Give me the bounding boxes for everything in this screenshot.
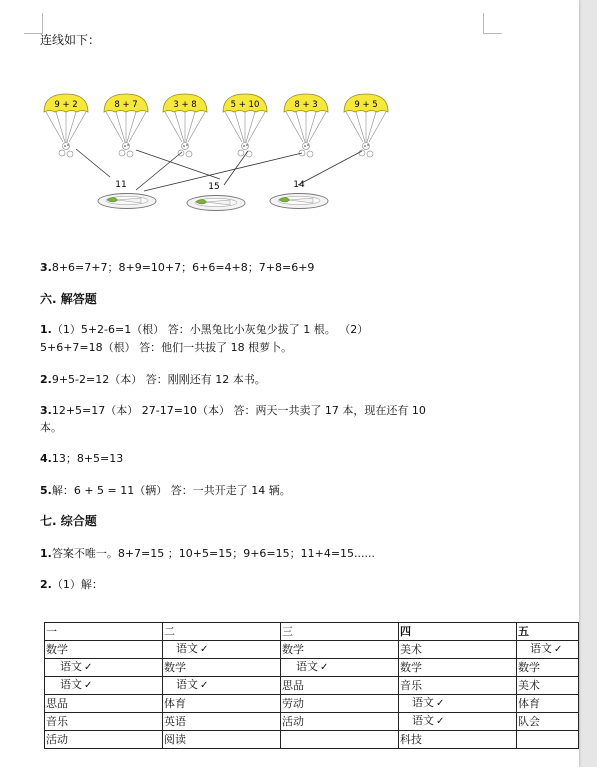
table-cell: 英语	[163, 713, 281, 731]
section-6-heading: 六. 解答题	[40, 292, 97, 306]
table-row	[45, 713, 579, 731]
parachute-label: 9 + 5	[354, 100, 378, 110]
table-cell: 活动	[281, 713, 399, 731]
checkmark-icon: ✓	[554, 644, 563, 655]
table-cell: 数学	[45, 641, 163, 659]
table-row	[45, 731, 579, 749]
parachute-1	[44, 94, 88, 157]
table-cell: 科技	[399, 731, 517, 749]
table-cell: 队会	[517, 713, 579, 731]
checkmark-icon: ✓	[320, 662, 329, 673]
plate-label: 14	[293, 180, 305, 190]
table-cell: 思品	[281, 677, 399, 695]
schedule-table	[44, 622, 579, 749]
header-cell-tue: 二	[163, 623, 281, 641]
intro-text: 连线如下：	[40, 33, 101, 47]
plate-label: 15	[208, 182, 220, 192]
table-cell: 思品	[45, 695, 163, 713]
parachute-label: 3 + 8	[173, 100, 197, 110]
checkmark-icon: ✓	[436, 698, 445, 709]
table-cell	[399, 713, 517, 731]
checkmark-icon: ✓	[84, 680, 93, 691]
q6-2-line	[40, 373, 266, 387]
cell-text: 语文	[176, 642, 198, 655]
checkmark-icon: ✓	[436, 716, 445, 727]
answer-text: （1）解：	[51, 578, 103, 591]
table-cell: 数学	[517, 659, 579, 677]
table-cell	[163, 677, 281, 695]
header-cell-fri: 五	[517, 623, 579, 641]
parachute-6	[344, 94, 388, 157]
answer-number: 1.	[40, 547, 52, 560]
table-cell	[163, 641, 281, 659]
answer-number: 3.	[40, 404, 52, 417]
table-cell: 音乐	[45, 713, 163, 731]
cell-text: 语文	[296, 660, 318, 673]
parachute-2	[104, 94, 148, 157]
q6-5-line	[40, 484, 291, 498]
table-cell: 劳动	[281, 695, 399, 713]
checkmark-icon: ✓	[200, 680, 209, 691]
parachute-label: 8 + 3	[294, 100, 318, 110]
table-cell: 美术	[399, 641, 517, 659]
checkmark-icon: ✓	[84, 662, 93, 673]
crop-mark-top-right	[483, 13, 502, 34]
table-cell: 体育	[163, 695, 281, 713]
cell-text: 语文	[176, 678, 198, 691]
table-cell: 数学	[399, 659, 517, 677]
cell-text: 语文	[60, 660, 82, 673]
table-cell	[281, 659, 399, 677]
plate-1	[98, 180, 156, 209]
table-row	[45, 695, 579, 713]
table-cell: 阅读	[163, 731, 281, 749]
answer-number: 5.	[40, 484, 52, 497]
q7-1-line	[40, 547, 375, 561]
q6-4-line	[40, 452, 123, 466]
plate-2	[187, 182, 245, 211]
cell-text: 语文	[60, 678, 82, 691]
q6-3-line-a	[40, 404, 426, 418]
parachute-3	[163, 94, 207, 157]
table-cell: 活动	[45, 731, 163, 749]
answer-text: 8+6=7+7；8+9=10+7；6+6=4+8；7+8=6+9	[51, 261, 315, 274]
answer-text: 9+5-2=12（本） 答：刚刚还有 12 本书。	[51, 373, 266, 386]
table-row	[45, 641, 579, 659]
crop-mark-top-left	[24, 13, 43, 34]
table-cell: 音乐	[399, 677, 517, 695]
answer-text: 答案不唯一。8+7=15 ；10+5=15；9+6=15；11+4=15......	[51, 547, 376, 560]
table-cell: 数学	[281, 641, 399, 659]
parachute-label: 8 + 7	[114, 100, 138, 110]
table-cell	[517, 731, 579, 749]
parachute-5	[284, 94, 328, 157]
table-cell	[517, 641, 579, 659]
cell-text: 语文	[412, 696, 434, 709]
parachute-4	[223, 94, 267, 157]
answer-number: 1.	[40, 323, 52, 336]
answer-text: 解：6 + 5 = 11（辆） 答：一共开走了 14 辆。	[51, 484, 291, 497]
schedule-table-wrap	[44, 622, 579, 749]
q6-3-line-b: 本。	[40, 421, 62, 434]
table-row	[45, 677, 579, 695]
checkmark-icon: ✓	[200, 644, 209, 655]
answer-3-line	[40, 261, 314, 275]
table-cell	[45, 659, 163, 677]
plate-label: 11	[115, 180, 127, 190]
section-7-heading: 七. 综合题	[40, 514, 97, 528]
header-cell-mon: 一	[45, 623, 163, 641]
table-cell	[45, 677, 163, 695]
parachute-label: 5 + 10	[230, 100, 260, 110]
answer-text: 13；8+5=13	[51, 452, 124, 465]
cell-text: 语文	[530, 642, 552, 655]
answer-number: 4.	[40, 452, 52, 465]
cell-text: 语文	[412, 714, 434, 727]
q7-2-line	[40, 578, 103, 592]
plate-3	[270, 180, 328, 209]
answer-number: 3.	[40, 261, 52, 274]
table-cell	[281, 731, 399, 749]
table-header-row	[45, 623, 579, 641]
table-row	[45, 659, 579, 677]
answer-number: 2.	[40, 373, 52, 386]
header-cell-thu: 四	[399, 623, 517, 641]
table-cell: 数学	[163, 659, 281, 677]
q6-1-line-b: 5+6+7=18（根） 答：他们一共拔了 18 根萝卜。	[40, 341, 293, 354]
parachute-label: 9 + 2	[54, 100, 78, 110]
q6-1-line-a	[40, 323, 368, 337]
table-cell: 体育	[517, 695, 579, 713]
table-cell	[399, 695, 517, 713]
answer-number: 2.	[40, 578, 52, 591]
header-cell-wed: 三	[281, 623, 399, 641]
answer-text: （1）5+2-6=1（根） 答：小黑兔比小灰兔少拔了 1 根。 （2）	[51, 323, 369, 336]
answer-text: 12+5=17（本） 27-17=10（本） 答：两天一共卖了 17 本，现在还有 10	[51, 404, 426, 417]
table-cell: 美术	[517, 677, 579, 695]
parachute-matching-figure	[40, 88, 400, 216]
